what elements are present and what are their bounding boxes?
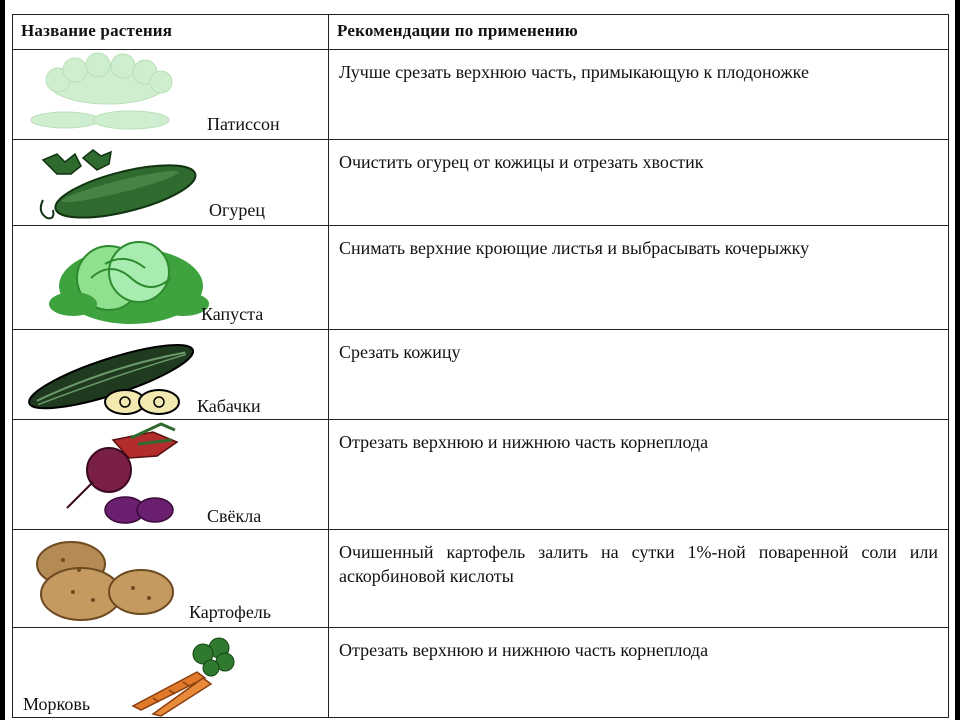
plant-cell: [13, 530, 329, 628]
recommendation-cell: [329, 530, 949, 628]
beet-icon: [13, 420, 329, 530]
cabbage-icon: [13, 226, 329, 330]
squash-icon: [13, 50, 329, 140]
table-row: [13, 140, 949, 226]
table-header-row: [13, 15, 949, 50]
recommendation-text: Очишенный картофель залить на сутки 1%-ной поваренной соли или аскорбиновой кислоты: [339, 542, 938, 586]
recommendation-cell: [329, 330, 949, 420]
plant-cell: [13, 330, 329, 420]
cucumber-icon: [13, 140, 329, 226]
plant-name: Кабачки: [197, 396, 261, 416]
plant-cell: [13, 628, 329, 718]
plant-name: Огурец: [209, 200, 266, 220]
table-row: [13, 420, 949, 530]
recommendations-table: [12, 14, 949, 718]
recommendation-text: Очистить огурец от кожицы и отрезать хвостик: [339, 152, 704, 172]
table-row: [13, 226, 949, 330]
table-row: [13, 628, 949, 718]
table-row: [13, 50, 949, 140]
plant-cell: [13, 50, 329, 140]
potato-icon: [13, 530, 329, 628]
recommendation-cell: [329, 420, 949, 530]
header-plant-name: Название растения: [13, 15, 329, 50]
plant-name: Морковь: [23, 694, 91, 714]
recommendation-text: Срезать кожицу: [339, 342, 461, 362]
recommendation-text: Отрезать верхнюю и нижнюю часть корнеплода: [339, 640, 709, 660]
zucchini-icon: [13, 330, 329, 420]
table-row: [13, 530, 949, 628]
header-recommendations: Рекомендации по применению: [329, 15, 949, 50]
plant-name: Свёкла: [207, 506, 262, 526]
recommendation-cell: [329, 628, 949, 718]
plant-cell: [13, 420, 329, 530]
recommendation-cell: [329, 50, 949, 140]
plant-name: Капуста: [201, 304, 264, 324]
plant-cell: [13, 226, 329, 330]
recommendation-text: Отрезать верхнюю и нижнюю часть корнеплода: [339, 432, 709, 452]
recommendation-cell: [329, 140, 949, 226]
plant-name: Патиссон: [207, 114, 280, 134]
plant-cell: [13, 140, 329, 226]
plant-name: Картофель: [189, 602, 271, 622]
recommendation-cell: [329, 226, 949, 330]
table-row: [13, 330, 949, 420]
recommendation-text: Лучше срезать верхнюю часть, примыкающую к плодоножке: [339, 62, 809, 82]
recommendation-text: Снимать верхние кроющие листья и выбрасывать кочерыжку: [339, 238, 810, 258]
